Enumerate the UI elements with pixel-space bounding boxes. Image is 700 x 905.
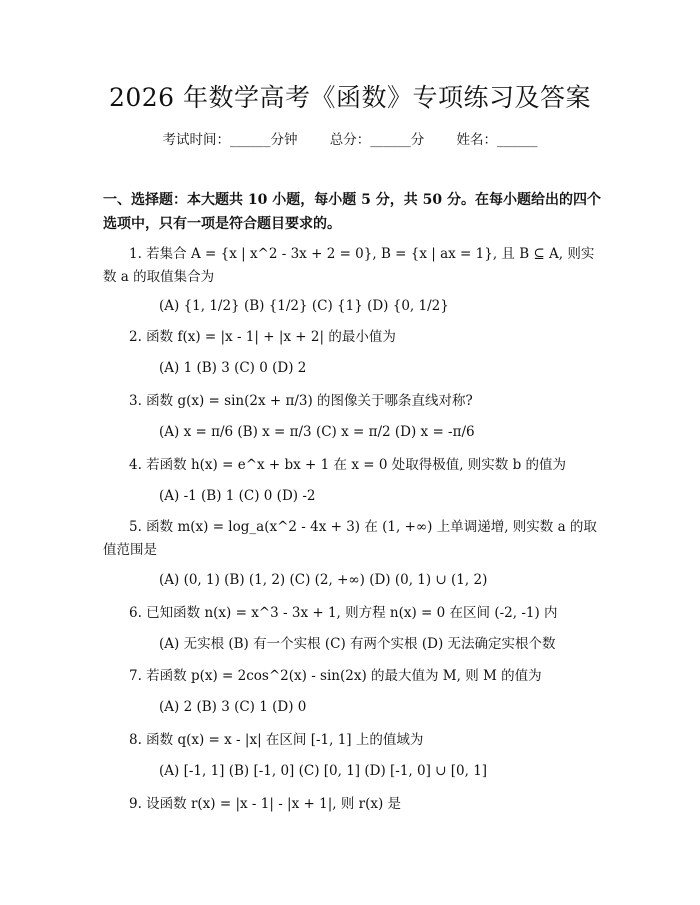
question-7-options: (A) 2 (B) 3 (C) 1 (D) 0 [159, 699, 307, 715]
total-score-field: 总分：______分 [329, 132, 425, 148]
question-stem: 7. 若函数 p(x) = 2cos^2(x) - sin(2x) 的最大值为 M, 则 M 的值为 [129, 668, 542, 684]
question-3-options: (A) x = π/6 (B) x = π/3 (C) x = π/2 (D) x = -π/6 [159, 424, 475, 440]
section-heading: 一、选择题：本大题共 10 小题，每小题 5 分，共 50 分。在每小题给出的四个选项中，只有一项是符合题目要求的。 [103, 192, 601, 232]
question-stem: 1. 若集合 A = {x | x^2 - 3x + 2 = 0}, B = {x | ax = 1}, 且 B ⊆ A, 则实数 a 的取值集合为 [103, 246, 595, 285]
question-5 [103, 516, 603, 562]
question-9 [103, 793, 603, 816]
question-stem: 8. 函数 q(x) = x - |x| 在区间 [-1, 1] 上的值域为 [129, 732, 424, 748]
question-stem: 2. 函数 f(x) = |x - 1| + |x + 2| 的最小值为 [129, 329, 396, 345]
question-5-options: (A) (0, 1) (B) (1, 2) (C) (2, +∞) (D) (0, 1) ∪ (1, 2) [159, 572, 488, 588]
question-1-options: (A) {1, 1/2} (B) {1/2} (C) {1} (D) {0, 1/2} [159, 298, 449, 314]
question-7 [103, 665, 603, 688]
question-6-options: (A) 无实根 (B) 有一个实根 (C) 有两个实根 (D) 无法确定实根个数 [159, 636, 556, 652]
question-4 [103, 454, 603, 477]
exam-info [0, 130, 700, 150]
question-8 [103, 729, 603, 752]
question-stem: 6. 已知函数 n(x) = x^3 - 3x + 1, 则方程 n(x) = 0 在区间 (-2, -1) 内 [129, 605, 558, 621]
question-2-options: (A) 1 (B) 3 (C) 0 (D) 2 [159, 360, 307, 376]
exam-time-field: 考试时间：______分钟 [162, 132, 298, 148]
question-6 [103, 602, 623, 625]
question-4-options: (A) -1 (B) 1 (C) 0 (D) -2 [159, 488, 316, 504]
student-name-field: 姓名：______ [456, 132, 538, 148]
question-stem: 4. 若函数 h(x) = e^x + bx + 1 在 x = 0 处取得极值, 则实数 b 的值为 [129, 457, 567, 473]
page-title: 2026 年数学高考《函数》专项练习及答案 [108, 83, 592, 112]
question-2 [103, 326, 603, 349]
question-stem: 9. 设函数 r(x) = |x - 1| - |x + 1|, 则 r(x) 是 [129, 796, 402, 812]
question-8-options: (A) [-1, 1] (B) [-1, 0] (C) [0, 1] (D) [-1, 0] ∪ [0, 1] [159, 763, 488, 779]
question-3 [103, 390, 603, 413]
question-stem: 5. 函数 m(x) = log_a(x^2 - 4x + 3) 在 (1, +∞) 上单调递增, 则实数 a 的取值范围是 [103, 519, 597, 558]
question-stem: 3. 函数 g(x) = sin(2x + π/3) 的图像关于哪条直线对称? [129, 393, 473, 409]
question-1 [103, 243, 603, 289]
